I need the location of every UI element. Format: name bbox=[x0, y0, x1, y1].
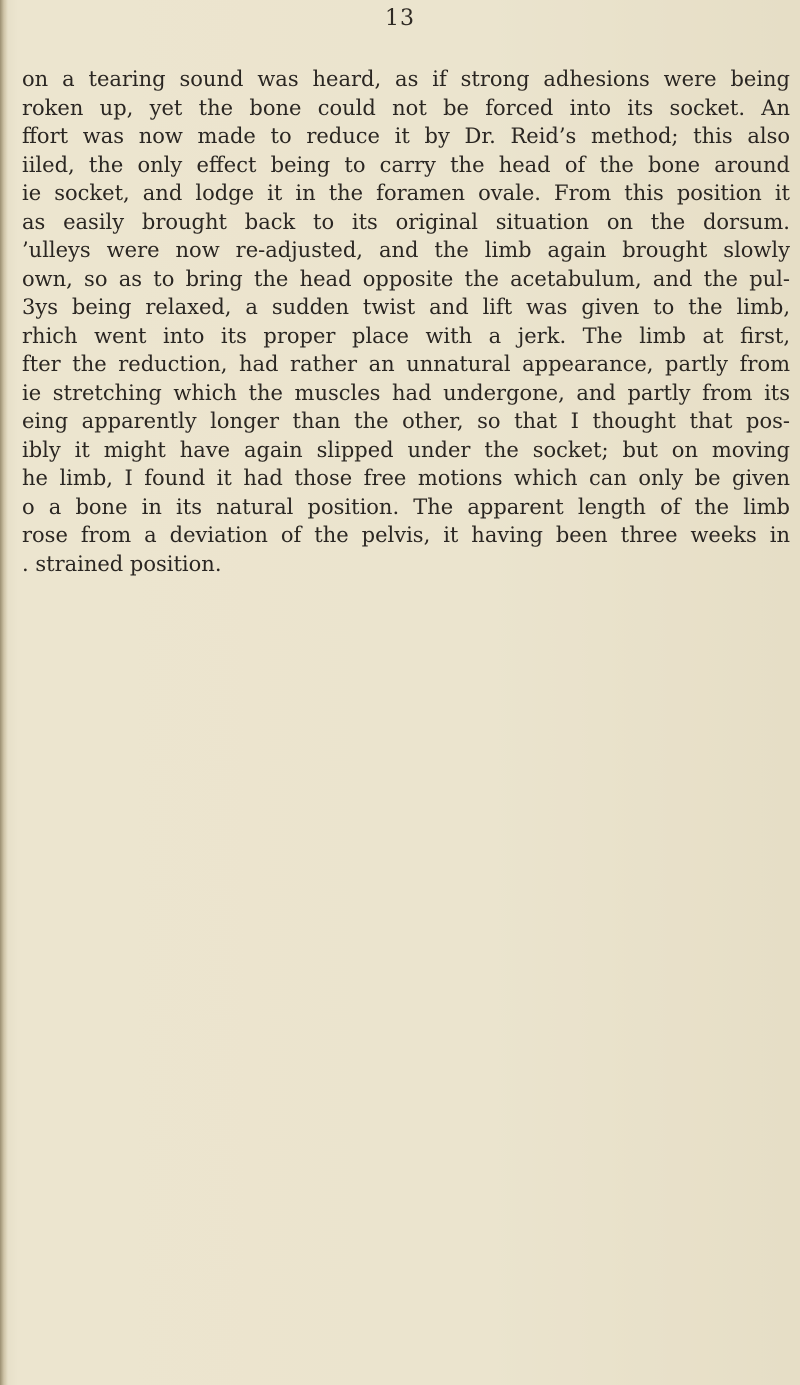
text-line-12: ie stretching which the muscles had undergone, and partly from its bbox=[22, 380, 790, 405]
text-line-10: rhich went into its proper place with a jerk. The limb at first, bbox=[22, 323, 790, 348]
text-line-3: ffort was now made to reduce it by Dr. Reid’s method; this also bbox=[22, 124, 790, 148]
page-gutter-shadow bbox=[0, 0, 8, 1385]
body-paragraph bbox=[22, 65, 790, 578]
text-line-1: on a tearing sound was heard, as if strong adhesions were being bbox=[22, 67, 790, 91]
text-line-13: eing apparently longer than the other, so that I thought that pos- bbox=[22, 409, 790, 433]
text-line-16: o a bone in its natural position. The apparent length of the limb bbox=[22, 494, 790, 519]
text-line-2: roken up, yet the bone could not be forced into its socket. An bbox=[22, 95, 790, 120]
text-line-6: as easily brought back to its original situation on the dorsum. bbox=[22, 209, 790, 234]
text-line-7: ’ulleys were now re-adjusted, and the limb again brought slowly bbox=[22, 238, 790, 262]
text-line-4: iiled, the only effect being to carry the head of the bone around bbox=[22, 152, 790, 177]
text-line-17: rose from a deviation of the pelvis, it having been three weeks in bbox=[22, 523, 790, 547]
text-line-14: ibly it might have again slipped under the socket; but on moving bbox=[22, 437, 790, 462]
text-line-15: he limb, I found it had those free motions which can only be given bbox=[22, 466, 790, 490]
text-line-11: fter the reduction, had rather an unnatural appearance, partly from bbox=[22, 352, 790, 376]
text-line-18: . strained position. bbox=[22, 551, 222, 576]
text-line-5: ie socket, and lodge it in the foramen ovale. From this position it bbox=[22, 181, 790, 205]
text-line-8: own, so as to bring the head opposite the acetabulum, and the pul- bbox=[22, 266, 790, 291]
text-line-9: 3ys being relaxed, a sudden twist and lift was given to the limb, bbox=[22, 295, 790, 319]
page-number: 13 bbox=[385, 6, 415, 31]
